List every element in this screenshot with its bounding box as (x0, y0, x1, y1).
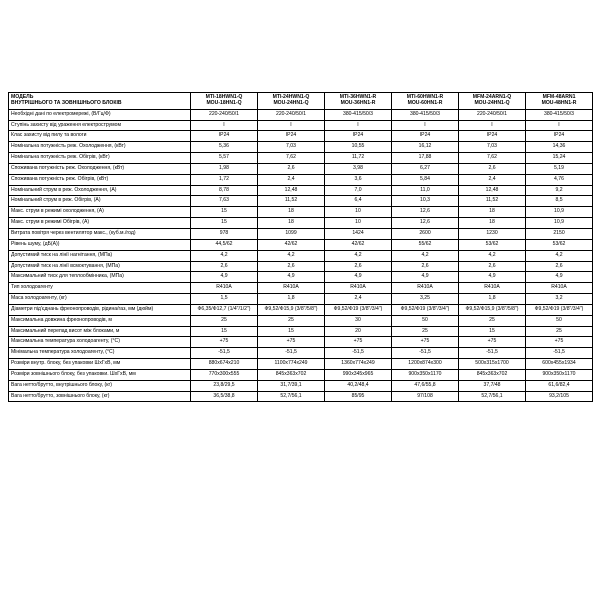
row-cell: 10,9 (526, 207, 593, 218)
table-row (9, 174, 593, 185)
row-cell: +75 (258, 337, 325, 348)
row-label: Споживана потужність реж. Охолодження, (кВт) (9, 163, 191, 174)
row-cell: 37,7/48 (459, 380, 526, 391)
row-cell: 2,6 (459, 163, 526, 174)
header-model-label-line2: ВНУТРІШНЬОГО ТА ЗОВНІШНЬОГО БЛОКІВ (11, 99, 122, 106)
row-cell: 2,6 (258, 163, 325, 174)
row-cell: 25 (526, 326, 593, 337)
header-model-label-line1: МОДЕЛЬ (11, 94, 34, 100)
row-cell: -51,5 (191, 348, 258, 359)
header-model-1 (191, 93, 258, 110)
row-cell: 380-415/50/3 (325, 109, 392, 120)
row-cell: 85/95 (325, 391, 392, 402)
row-cell: R410A (526, 283, 593, 294)
row-cell: 16,12 (392, 142, 459, 153)
row-cell: 1,8 (459, 294, 526, 305)
table-row (9, 109, 593, 120)
header-model-2-indoor: MTI-24HWN1-Q (272, 94, 310, 100)
row-cell: 990х345х965 (325, 369, 392, 380)
header-model-3-outdoor: MOU-36HN1-R (340, 99, 376, 106)
specifications-table (8, 92, 593, 402)
row-cell: I (191, 120, 258, 131)
row-cell: 14,36 (526, 142, 593, 153)
row-cell: 12,48 (459, 185, 526, 196)
row-cell: 44,5/62 (191, 239, 258, 250)
row-cell: 25 (459, 315, 526, 326)
row-cell: 600х455х1934 (526, 359, 593, 370)
row-cell: 61,6/82,4 (526, 380, 593, 391)
row-label: Необхідні дані по електромережі, (В/Гц/Ф) (9, 109, 191, 120)
row-cell: 1,5 (191, 294, 258, 305)
row-cell: 220-240/50/1 (258, 109, 325, 120)
row-cell: -51,5 (392, 348, 459, 359)
row-cell: 1230 (459, 228, 526, 239)
row-label: Розміри внутр. блоку, без упаковки ШхГхВ, мм (9, 359, 191, 370)
row-cell: Ф9,52/Ф15,9 (3/8"/5/8") (459, 304, 526, 315)
row-cell: 900х350х1170 (392, 369, 459, 380)
row-cell: +75 (459, 337, 526, 348)
row-cell: 93,2/105 (526, 391, 593, 402)
table-row (9, 120, 593, 131)
row-cell: 55/62 (392, 239, 459, 250)
row-cell: 4,9 (258, 272, 325, 283)
row-cell: 2600 (392, 228, 459, 239)
row-cell: 4,9 (526, 272, 593, 283)
row-label: Максимальна довжина фреонопроводів, м (9, 315, 191, 326)
table-row (9, 250, 593, 261)
row-cell: 1100х774х249 (258, 359, 325, 370)
row-cell: R410A (191, 283, 258, 294)
row-cell: 380-415/50/3 (526, 109, 593, 120)
row-cell: 4,2 (325, 250, 392, 261)
header-model-3 (325, 93, 392, 110)
row-label: Номінальна потужність реж. Обігрів, (кВт) (9, 153, 191, 164)
header-model-6-indoor: MFM-48ARN1 (542, 94, 576, 100)
row-cell: 3,98 (325, 163, 392, 174)
row-cell: I (392, 120, 459, 131)
table-row (9, 228, 593, 239)
row-cell: 5,36 (191, 142, 258, 153)
table-row (9, 239, 593, 250)
row-cell: R410A (258, 283, 325, 294)
row-cell: 4,2 (258, 250, 325, 261)
row-cell: 4,9 (459, 272, 526, 283)
row-cell: 4,9 (325, 272, 392, 283)
row-cell: 52,7/56,1 (258, 391, 325, 402)
row-cell: 2,6 (459, 261, 526, 272)
row-cell: 50 (526, 315, 593, 326)
row-cell: 97/108 (392, 391, 459, 402)
row-cell: IP24 (459, 131, 526, 142)
row-label: Тип холодоагенту (9, 283, 191, 294)
header-model-5-outdoor: MOU-24HN1-Q (474, 99, 510, 106)
row-cell: 1,98 (191, 163, 258, 174)
row-cell: 40,2/48,4 (325, 380, 392, 391)
row-cell: 25 (191, 315, 258, 326)
row-cell: 12,6 (392, 207, 459, 218)
row-cell: +75 (325, 337, 392, 348)
row-cell: 15 (191, 218, 258, 229)
header-model-4-indoor: MTI-60HWN1-R (406, 94, 444, 100)
row-label: Рівень шуму, (дБ(А)) (9, 239, 191, 250)
row-cell: 4,76 (526, 174, 593, 185)
row-cell: 15 (258, 326, 325, 337)
row-cell: 47,6/55,8 (392, 380, 459, 391)
row-cell: Ф9,52/Ф19 (3/8"/3/4") (325, 304, 392, 315)
row-cell: 2150 (526, 228, 593, 239)
row-cell: 1,8 (258, 294, 325, 305)
row-cell: 15 (459, 326, 526, 337)
row-label: Макс. струм в режимі Обігрів, (А) (9, 218, 191, 229)
row-cell: 31,7/39,1 (258, 380, 325, 391)
row-cell: 30 (325, 315, 392, 326)
row-label: Макс. струм в режимі охолодження, (А) (9, 207, 191, 218)
row-cell: -51,5 (325, 348, 392, 359)
row-cell: 18 (258, 218, 325, 229)
row-cell: 10 (325, 207, 392, 218)
row-cell: R410A (325, 283, 392, 294)
row-cell: 4,9 (191, 272, 258, 283)
row-cell: 1099 (258, 228, 325, 239)
row-cell: +75 (392, 337, 459, 348)
table-row (9, 348, 593, 359)
row-cell: I (258, 120, 325, 131)
header-row (9, 93, 593, 110)
row-cell: 11,52 (459, 196, 526, 207)
row-label: Номінальна потужність реж. Охолодження, (кВт) (9, 142, 191, 153)
row-cell: 10,3 (392, 196, 459, 207)
table-body (9, 109, 593, 402)
row-cell: +75 (526, 337, 593, 348)
row-cell: 3,6 (325, 174, 392, 185)
row-cell: 52,7/56,1 (459, 391, 526, 402)
row-cell: IP24 (258, 131, 325, 142)
row-cell: 10,9 (526, 218, 593, 229)
row-cell: Ф9,52/Ф19 (3/8"/3/4") (526, 304, 593, 315)
header-model-5 (459, 93, 526, 110)
row-cell: 25 (258, 315, 325, 326)
table-row (9, 207, 593, 218)
row-cell: 53/62 (459, 239, 526, 250)
row-cell: 42/62 (258, 239, 325, 250)
row-cell: 11,72 (325, 153, 392, 164)
row-cell: R410A (392, 283, 459, 294)
row-cell: 2,6 (258, 261, 325, 272)
row-cell: 18 (459, 218, 526, 229)
row-cell: IP24 (325, 131, 392, 142)
row-cell: 36,5/38,8 (191, 391, 258, 402)
row-cell: 8,78 (191, 185, 258, 196)
row-cell: 7,62 (258, 153, 325, 164)
row-cell: Ф9,52/Ф15,9 (3/8"/5/8") (258, 304, 325, 315)
row-cell: 25 (392, 326, 459, 337)
table-row (9, 337, 593, 348)
table-row (9, 163, 593, 174)
row-cell: 7,62 (459, 153, 526, 164)
header-model-1-outdoor: MOU-18HN1-Q (206, 99, 242, 106)
row-cell: 4,2 (191, 250, 258, 261)
row-cell: I (325, 120, 392, 131)
row-cell: +75 (191, 337, 258, 348)
row-cell: 500х315х1700 (459, 359, 526, 370)
header-model-1-indoor: MTI-18HWN1-Q (205, 94, 243, 100)
row-cell: 15,24 (526, 153, 593, 164)
row-cell: -51,5 (459, 348, 526, 359)
row-label: Розміри зовнішнього блоку, без упаковки. ШхГхВ, мм (9, 369, 191, 380)
row-cell: IP24 (526, 131, 593, 142)
row-cell: 10,55 (325, 142, 392, 153)
row-label: Маса холодоагенту, (кг) (9, 294, 191, 305)
row-cell: 5,57 (191, 153, 258, 164)
row-cell: 9,2 (526, 185, 593, 196)
header-model-2 (258, 93, 325, 110)
row-cell: 880х674х210 (191, 359, 258, 370)
row-cell: -51,5 (258, 348, 325, 359)
row-cell: 4,2 (526, 250, 593, 261)
row-cell: 4,2 (392, 250, 459, 261)
row-cell: 12,48 (258, 185, 325, 196)
row-cell: 2,6 (526, 261, 593, 272)
row-cell: 5,84 (392, 174, 459, 185)
row-cell: 18 (258, 207, 325, 218)
row-cell: 8,5 (526, 196, 593, 207)
row-cell: 845х363х702 (258, 369, 325, 380)
row-label: Ступінь захисту від ураження електрострумом (9, 120, 191, 131)
table-row (9, 272, 593, 283)
row-cell: 23,8/29,5 (191, 380, 258, 391)
table-row (9, 369, 593, 380)
row-cell: 11,52 (258, 196, 325, 207)
row-label: Вага нетто/брутто, зовнішнього блоку, (кг) (9, 391, 191, 402)
row-cell: 3,25 (392, 294, 459, 305)
row-label: Мінімальна температура холодоагенту, (°С) (9, 348, 191, 359)
row-cell: 15 (191, 207, 258, 218)
row-cell: 17,88 (392, 153, 459, 164)
row-cell: 7,0 (325, 185, 392, 196)
row-cell: I (526, 120, 593, 131)
row-label: Клас захисту від пилу та вологи (9, 131, 191, 142)
row-cell: 7,63 (191, 196, 258, 207)
row-label: Діаметри під'єднань фреонопроводів, рідина/газ, мм (дюйм) (9, 304, 191, 315)
table-row (9, 304, 593, 315)
row-label: Споживана потужність реж. Обігрів, (кВт) (9, 174, 191, 185)
row-cell: 770х300х555 (191, 369, 258, 380)
row-cell: 15 (191, 326, 258, 337)
row-cell: -51,5 (526, 348, 593, 359)
row-cell: 978 (191, 228, 258, 239)
row-cell: 42/62 (325, 239, 392, 250)
row-cell: 10 (325, 218, 392, 229)
row-cell: 4,2 (459, 250, 526, 261)
row-label: Максимальна температура холодоагенту, (°С) (9, 337, 191, 348)
table-row (9, 185, 593, 196)
row-cell: 7,03 (258, 142, 325, 153)
row-cell: 2,6 (191, 261, 258, 272)
row-cell: 18 (459, 207, 526, 218)
row-label: Номінальний струм в реж. Обігрів, (А) (9, 196, 191, 207)
row-label: Допустимий тиск на лінії всмоктування, (МПа) (9, 261, 191, 272)
row-cell: 220-240/50/1 (191, 109, 258, 120)
row-cell: 6,4 (325, 196, 392, 207)
row-cell: 12,6 (392, 218, 459, 229)
header-model-6-outdoor: MOU-48HN1-R (541, 99, 577, 106)
table-row (9, 196, 593, 207)
row-cell: 4,9 (392, 272, 459, 283)
row-cell: 1360х774х249 (325, 359, 392, 370)
row-cell: 1424 (325, 228, 392, 239)
row-cell: IP24 (191, 131, 258, 142)
row-cell: 2,6 (325, 261, 392, 272)
row-cell: Ф6,35/Ф12,7 (1/4"/1/2") (191, 304, 258, 315)
header-model-5-indoor: MFM-24ARN1-Q (472, 94, 512, 100)
row-cell: 2,4 (325, 294, 392, 305)
row-cell: 380-415/50/3 (392, 109, 459, 120)
row-cell: 7,03 (459, 142, 526, 153)
row-cell: R410A (459, 283, 526, 294)
header-model-4 (392, 93, 459, 110)
row-cell: 5,19 (526, 163, 593, 174)
row-cell: 2,6 (392, 261, 459, 272)
table-row (9, 380, 593, 391)
row-label: Вага нетто/брутто, внутрішнього блоку, (кг) (9, 380, 191, 391)
row-label: Допустимий тиск на лінії нагнітання, (МПа) (9, 250, 191, 261)
table-row (9, 218, 593, 229)
table-row (9, 153, 593, 164)
header-model-label (9, 93, 191, 110)
row-cell: 220-240/50/1 (459, 109, 526, 120)
header-model-3-indoor: MTI-36HWN1-R (339, 94, 377, 100)
table-row (9, 359, 593, 370)
row-cell: I (459, 120, 526, 131)
table-row (9, 315, 593, 326)
header-model-6 (526, 93, 593, 110)
row-cell: 1200х874х300 (392, 359, 459, 370)
table-row (9, 131, 593, 142)
row-cell: 3,2 (526, 294, 593, 305)
table-row (9, 142, 593, 153)
table-header (9, 93, 593, 110)
table-row (9, 326, 593, 337)
row-cell: 20 (325, 326, 392, 337)
row-cell: 6,27 (392, 163, 459, 174)
row-cell: 53/62 (526, 239, 593, 250)
table-row (9, 283, 593, 294)
row-cell: Ф9,52/Ф19 (3/8"/3/4") (392, 304, 459, 315)
row-cell: 2,4 (258, 174, 325, 185)
row-label: Максимальний перепад висот між блоками, м (9, 326, 191, 337)
row-cell: 900х350х1170 (526, 369, 593, 380)
row-label: Номінальний струм в реж. Охолодження, (А) (9, 185, 191, 196)
row-cell: 50 (392, 315, 459, 326)
row-cell: 11,0 (392, 185, 459, 196)
table-row (9, 294, 593, 305)
table-row (9, 261, 593, 272)
table-row (9, 391, 593, 402)
row-cell: 1,72 (191, 174, 258, 185)
row-cell: 2,4 (459, 174, 526, 185)
header-model-4-outdoor: MOU-60HN1-R (407, 99, 443, 106)
row-cell: IP24 (392, 131, 459, 142)
header-model-2-outdoor: MOU-24HN1-Q (273, 99, 309, 106)
row-cell: 845х363х702 (459, 369, 526, 380)
row-label: Витрата повітря через вентилятор макс., (куб.м./год) (9, 228, 191, 239)
row-label: Максимальний тиск для теплообмінника, (МПа) (9, 272, 191, 283)
